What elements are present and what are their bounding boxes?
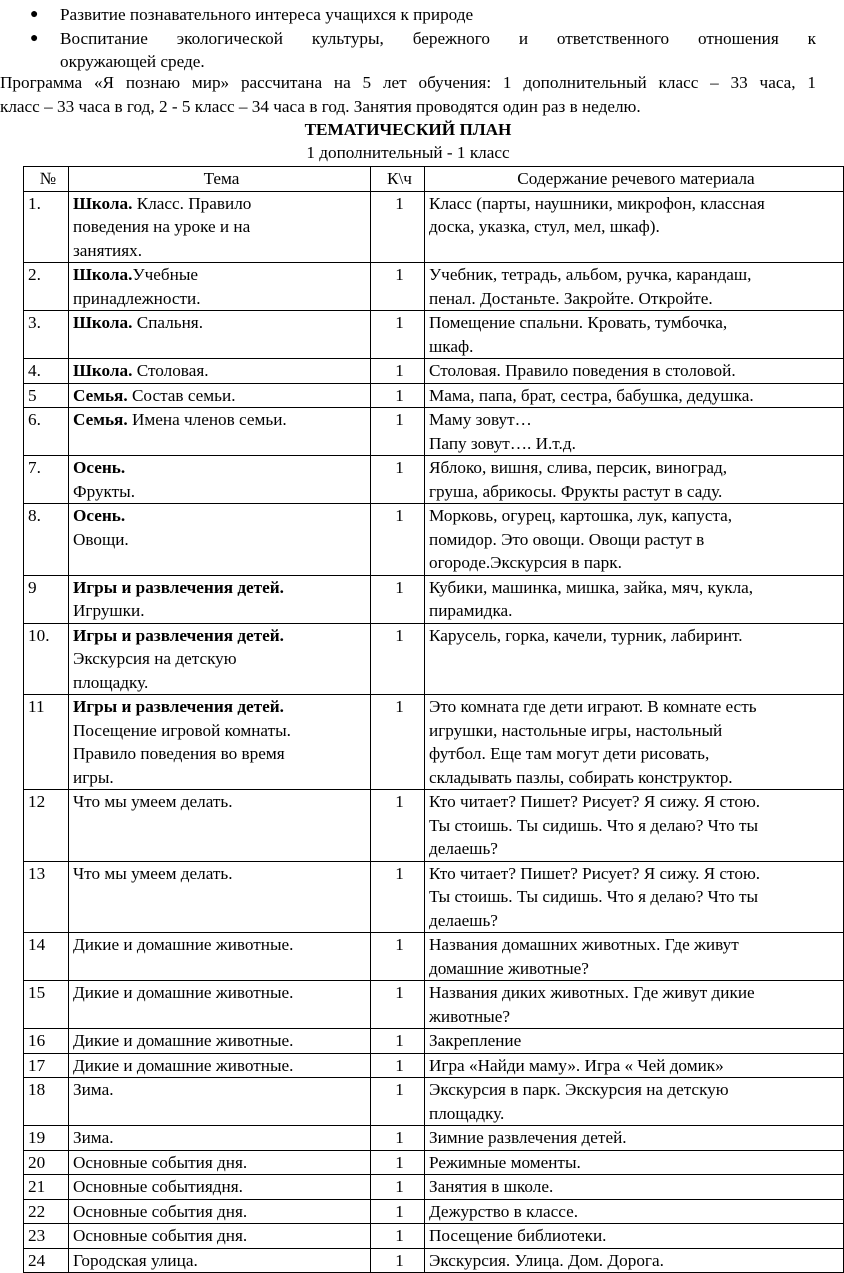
topic-line — [73, 1224, 370, 1248]
intro-text: класс – 33 часа в год, 2 - 5 класс – 34 часа в год. Занятия проводятся один раз в неделю. — [0, 96, 641, 116]
content-line: Закрепление — [429, 1031, 522, 1050]
topic-line — [73, 1126, 370, 1150]
row-content — [425, 1078, 844, 1126]
topic-line: принадлежности. — [73, 288, 201, 308]
content-line: Игра «Найди маму». Игра « Чей домик» — [429, 1055, 724, 1075]
row-number: 1. — [24, 191, 69, 263]
row-content — [425, 695, 844, 790]
topic-line: Правило поведения во время — [73, 744, 285, 763]
content-line: помидор. Это овощи. Овощи растут в — [429, 529, 705, 549]
topic-line — [73, 981, 370, 1005]
row-content — [425, 456, 844, 504]
row-topic — [69, 1224, 371, 1249]
row-number: 22 — [24, 1199, 69, 1224]
row-content — [425, 263, 844, 311]
row-hours: 1 — [371, 1150, 425, 1175]
row-topic — [69, 575, 371, 623]
header-num: № — [24, 167, 69, 192]
topic-line — [73, 1078, 370, 1102]
topic-text: Основные события дня. — [73, 1226, 248, 1245]
content-line: площадку. — [429, 1103, 505, 1123]
table-row — [24, 408, 844, 456]
content-line: пенал. Достаньте. Закройте. Откройте. — [429, 288, 713, 308]
content-line: Класс (парты, наушники, микрофон, классная — [429, 193, 765, 213]
row-content — [425, 1175, 844, 1200]
content-line: делаешь? — [429, 910, 498, 930]
row-hours: 1 — [371, 1126, 425, 1151]
row-number: 23 — [24, 1224, 69, 1249]
row-number: 13 — [24, 861, 69, 933]
topic-text: Дикие и домашние животные. — [73, 983, 294, 1002]
topic-line — [73, 1175, 370, 1199]
header-content: Содержание речевого материала — [425, 167, 844, 192]
goal-item-1 — [0, 3, 816, 27]
content-line: домашние животные? — [429, 958, 589, 978]
topic-line — [73, 1249, 370, 1273]
row-content — [425, 1150, 844, 1175]
row-content — [425, 1224, 844, 1249]
row-hours: 1 — [371, 383, 425, 408]
topic-text: Дикие и домашние животные. — [73, 935, 294, 954]
row-number: 11 — [24, 695, 69, 790]
row-topic — [69, 861, 371, 933]
content-line: Помещение спальни. Кровать, тумбочка, — [429, 313, 728, 332]
content-line: огороде.Экскурсия в парк. — [429, 553, 622, 572]
row-topic — [69, 1126, 371, 1151]
row-topic — [69, 1199, 371, 1224]
table-row — [24, 1248, 844, 1273]
row-number: 17 — [24, 1053, 69, 1078]
row-topic — [69, 695, 371, 790]
row-content — [425, 191, 844, 263]
row-content — [425, 1053, 844, 1078]
row-number: 7. — [24, 456, 69, 504]
content-line: игрушки, настольные игры, настольный — [429, 720, 723, 740]
topic-text: Имена членов семьи. — [127, 410, 287, 429]
row-hours: 1 — [371, 695, 425, 790]
topic-text: Спальня. — [132, 313, 204, 332]
row-topic — [69, 456, 371, 504]
row-hours: 1 — [371, 1248, 425, 1273]
plan-title: ТЕМАТИЧЕСКИЙ ПЛАН — [304, 120, 512, 139]
topic-heading: Школа. — [73, 193, 133, 213]
table-row — [24, 575, 844, 623]
content-line: Посещение библиотеки. — [429, 1226, 607, 1245]
row-topic — [69, 1078, 371, 1126]
row-hours: 1 — [371, 1199, 425, 1224]
topic-text: Состав семьи. — [127, 385, 236, 405]
row-hours: 1 — [371, 456, 425, 504]
row-hours: 1 — [371, 263, 425, 311]
row-topic — [69, 1053, 371, 1078]
topic-text: Дикие и домашние животные. — [73, 1055, 294, 1075]
row-hours: 1 — [371, 311, 425, 359]
row-hours: 1 — [371, 1078, 425, 1126]
content-line: Это комната где дети играют. В комнате есть — [429, 697, 757, 716]
row-hours: 1 — [371, 504, 425, 576]
row-topic — [69, 383, 371, 408]
bullet-icon: ● — [30, 7, 39, 22]
table-body — [24, 191, 844, 1273]
table-row — [24, 1150, 844, 1175]
topic-line: игры. — [73, 767, 114, 787]
program-intro — [0, 71, 816, 118]
goal-item-2 — [0, 27, 816, 74]
row-content — [425, 1248, 844, 1273]
row-number: 19 — [24, 1126, 69, 1151]
topic-heading: Осень. — [73, 506, 126, 525]
bullet-icon: ● — [30, 30, 39, 46]
row-topic — [69, 311, 371, 359]
table-row — [24, 1078, 844, 1126]
table-row — [24, 623, 844, 695]
topic-line — [73, 456, 370, 480]
content-line: Экскурсия в парк. Экскурсия на детскую — [429, 1080, 729, 1099]
row-topic — [69, 933, 371, 981]
row-number: 24 — [24, 1248, 69, 1273]
table-row — [24, 1126, 844, 1151]
table-row — [24, 359, 844, 384]
content-line: Названия диких животных. Где живут дикие — [429, 983, 755, 1002]
row-topic — [69, 504, 371, 576]
goal-text: Развитие познавательного интереса учащихся к природе — [60, 5, 474, 24]
table-row — [24, 1175, 844, 1200]
table-row — [24, 1199, 844, 1224]
table-row — [24, 695, 844, 790]
content-line: Кто читает? Пишет? Рисует? Я сижу. Я стою. — [429, 863, 761, 883]
topic-heading: Игры и развлечения детей. — [73, 697, 284, 716]
table-row — [24, 790, 844, 862]
content-line: Ты стоишь. Ты сидишь. Что я делаю? Что ты — [429, 887, 759, 906]
topic-line: площадку. — [73, 672, 149, 692]
topic-line: Посещение игровой комнаты. — [73, 720, 291, 740]
table-row — [24, 504, 844, 576]
topic-line — [73, 862, 370, 886]
row-content — [425, 1199, 844, 1224]
topic-line — [73, 504, 370, 528]
row-hours: 1 — [371, 1224, 425, 1249]
topic-line — [73, 263, 370, 287]
row-number: 5 — [24, 383, 69, 408]
topic-line — [73, 384, 370, 408]
content-line: Экскурсия. Улица. Дом. Дорога. — [429, 1250, 664, 1270]
topic-text: Зима. — [73, 1080, 114, 1099]
table-row — [24, 1224, 844, 1249]
content-line: пирамидка. — [429, 601, 513, 620]
row-number: 12 — [24, 790, 69, 862]
row-topic — [69, 1150, 371, 1175]
plan-subtitle: 1 дополнительный - 1 класс — [306, 143, 510, 162]
row-topic — [69, 1175, 371, 1200]
row-number: 2. — [24, 263, 69, 311]
row-content — [425, 504, 844, 576]
row-topic — [69, 191, 371, 263]
topic-line — [73, 624, 370, 648]
content-line: Яблоко, вишня, слива, персик, виноград, — [429, 458, 727, 477]
content-line: Кто читает? Пишет? Рисует? Я сижу. Я стою. — [429, 792, 761, 811]
row-hours: 1 — [371, 1029, 425, 1054]
content-line: Названия домашних животных. Где живут — [429, 935, 739, 954]
row-content — [425, 933, 844, 981]
goal-text: Воспитание экологической культуры, бережного и ответственного отношения к — [60, 28, 816, 48]
topic-line — [73, 408, 370, 432]
topic-heading: Игры и развлечения детей. — [73, 577, 284, 597]
content-line: Мама, папа, брат, сестра, бабушка, дедушка. — [429, 385, 754, 405]
topic-heading: Семья. — [73, 410, 128, 429]
header-topic: Тема — [69, 167, 371, 192]
topic-text: Основные события дня. — [73, 1201, 248, 1221]
topic-text: Основные события дня. — [73, 1152, 248, 1172]
topic-line: поведения на уроке и на — [73, 217, 251, 236]
content-line: Зимние развлечения детей. — [429, 1128, 627, 1147]
topic-line: занятиях. — [73, 240, 143, 260]
topic-line: Экскурсия на детскую — [73, 649, 237, 668]
row-topic — [69, 981, 371, 1029]
thematic-plan-table — [23, 166, 844, 1273]
topic-line — [73, 933, 370, 957]
row-number: 9 — [24, 575, 69, 623]
row-hours: 1 — [371, 191, 425, 263]
row-number: 3. — [24, 311, 69, 359]
table-row — [24, 311, 844, 359]
row-content — [425, 623, 844, 695]
row-topic — [69, 359, 371, 384]
row-content — [425, 359, 844, 384]
row-number: 4. — [24, 359, 69, 384]
content-line: животные? — [429, 1006, 510, 1026]
topic-heading: Школа. — [73, 313, 133, 332]
topic-line — [73, 1151, 370, 1175]
topic-line — [73, 359, 370, 383]
row-content — [425, 383, 844, 408]
row-content — [425, 575, 844, 623]
header-hours: К\ч — [371, 167, 425, 192]
row-hours: 1 — [371, 575, 425, 623]
row-hours: 1 — [371, 933, 425, 981]
content-line: Режимные моменты. — [429, 1152, 581, 1172]
content-line: делаешь? — [429, 839, 498, 858]
row-topic — [69, 263, 371, 311]
row-number: 10. — [24, 623, 69, 695]
content-line: Папу зовут…. И.т.д. — [429, 433, 576, 453]
content-line: футбол. Еще там могут дети рисовать, — [429, 744, 710, 763]
topic-text: Учебные — [132, 265, 199, 284]
topic-line — [73, 192, 370, 216]
row-hours: 1 — [371, 790, 425, 862]
content-line: Учебник, тетрадь, альбом, ручка, карандаш, — [429, 265, 752, 284]
row-number: 16 — [24, 1029, 69, 1054]
topic-line: Овощи. — [73, 529, 129, 549]
row-hours: 1 — [371, 861, 425, 933]
topic-heading: Игры и развлечения детей. — [73, 625, 284, 645]
content-line: Кубики, машинка, мишка, зайка, мяч, кукла, — [429, 577, 754, 597]
row-topic — [69, 790, 371, 862]
table-row — [24, 456, 844, 504]
row-hours: 1 — [371, 981, 425, 1029]
row-content — [425, 981, 844, 1029]
topic-line — [73, 1200, 370, 1224]
content-line: Столовая. Правило поведения в столовой. — [429, 361, 736, 380]
content-line: шкаф. — [429, 336, 474, 356]
row-number: 20 — [24, 1150, 69, 1175]
row-hours: 1 — [371, 623, 425, 695]
row-hours: 1 — [371, 359, 425, 384]
row-content — [425, 408, 844, 456]
table-row — [24, 861, 844, 933]
topic-line — [73, 311, 370, 335]
topic-line — [73, 576, 370, 600]
topic-heading: Школа. — [73, 361, 133, 380]
content-line: складывать пазлы, собирать конструктор. — [429, 767, 733, 787]
content-line: груша, абрикосы. Фрукты растут в саду. — [429, 481, 723, 501]
row-content — [425, 861, 844, 933]
table-row — [24, 1029, 844, 1054]
row-topic — [69, 408, 371, 456]
topic-text: Столовая. — [132, 361, 209, 380]
goals-list — [0, 3, 816, 74]
content-line: Морковь, огурец, картошка, лук, капуста, — [429, 506, 733, 525]
topic-text: Что мы умеем делать. — [73, 863, 233, 883]
topic-text: Основные событиядня. — [73, 1177, 243, 1196]
row-number: 6. — [24, 408, 69, 456]
row-content — [425, 1126, 844, 1151]
row-hours: 1 — [371, 1175, 425, 1200]
topic-line: Фрукты. — [73, 481, 136, 501]
table-row — [24, 1053, 844, 1078]
intro-text: Программа «Я познаю мир» рассчитана на 5 лет обучения: 1 дополнительный класс – 33 часа, 1 — [0, 73, 816, 92]
table-row — [24, 191, 844, 263]
table-row — [24, 981, 844, 1029]
table-row — [24, 383, 844, 408]
topic-text: Городская улица. — [73, 1250, 198, 1270]
table-row — [24, 933, 844, 981]
row-content — [425, 311, 844, 359]
row-content — [425, 1029, 844, 1054]
table-header-row — [24, 167, 844, 192]
table-row — [24, 263, 844, 311]
row-topic — [69, 1029, 371, 1054]
content-line: Карусель, горка, качели, турник, лабиринт. — [429, 625, 743, 645]
row-number: 18 — [24, 1078, 69, 1126]
topic-line: Игрушки. — [73, 601, 145, 620]
row-number: 8. — [24, 504, 69, 576]
topic-heading: Школа. — [73, 265, 133, 284]
row-topic — [69, 623, 371, 695]
topic-text: Что мы умеем делать. — [73, 792, 233, 811]
content-line: Маму зовут… — [429, 410, 532, 429]
content-line: доска, указка, стул, мел, шкаф). — [429, 217, 660, 236]
topic-heading: Семья. — [73, 385, 128, 405]
row-topic — [69, 1248, 371, 1273]
content-line: Дежурство в классе. — [429, 1201, 579, 1221]
topic-heading: Осень. — [73, 458, 126, 477]
goal-text: окружающей среде. — [60, 52, 205, 71]
topic-text: Зима. — [73, 1128, 114, 1147]
topic-text: Дикие и домашние животные. — [73, 1031, 294, 1050]
row-number: 15 — [24, 981, 69, 1029]
row-hours: 1 — [371, 1053, 425, 1078]
topic-line — [73, 790, 370, 814]
topic-line — [73, 695, 370, 719]
topic-line — [73, 1029, 370, 1053]
row-number: 21 — [24, 1175, 69, 1200]
content-line: Занятия в школе. — [429, 1177, 554, 1196]
topic-text: Класс. Правило — [132, 193, 252, 213]
row-number: 14 — [24, 933, 69, 981]
content-line: Ты стоишь. Ты сидишь. Что я делаю? Что ты — [429, 815, 759, 835]
row-content — [425, 790, 844, 862]
topic-line — [73, 1054, 370, 1078]
row-hours: 1 — [371, 408, 425, 456]
